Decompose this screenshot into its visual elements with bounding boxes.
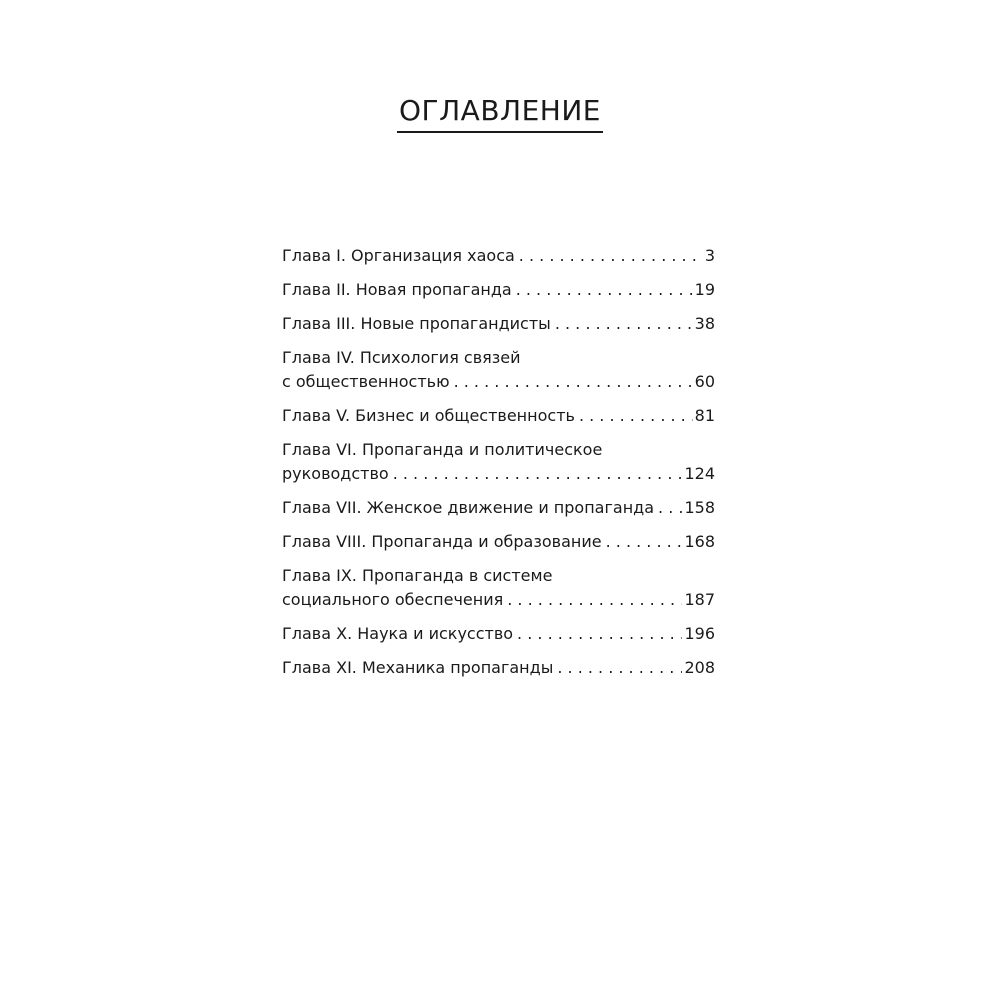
toc-entry <box>282 496 715 520</box>
entry-page-number: 158 <box>684 498 715 517</box>
entry-page-number: 196 <box>684 624 715 643</box>
dot-leader <box>517 622 682 646</box>
entry-title-line-1: Глава IX. Пропаганда в системе <box>282 566 553 585</box>
entry-title: Глава III. Новые пропагандисты <box>282 314 551 333</box>
entry-title: Глава II. Новая пропаганда <box>282 280 512 299</box>
entry-page-number: 38 <box>694 314 715 333</box>
entry-page-number: 81 <box>694 406 715 425</box>
toc-entry <box>282 622 715 646</box>
dot-leader <box>557 656 682 680</box>
entry-title-line-1: Глава IV. Психология связей <box>282 348 521 367</box>
entry-title: Глава I. Организация хаоса <box>282 246 515 265</box>
dot-leader <box>393 462 683 486</box>
dot-leader <box>516 278 693 302</box>
entry-page-number: 208 <box>684 658 715 677</box>
entry-page-number: 124 <box>684 464 715 483</box>
entry-title: Глава VII. Женское движение и пропаганда <box>282 498 655 517</box>
toc-entry <box>282 346 715 394</box>
entry-page-number: 3 <box>704 246 715 265</box>
dot-leader <box>519 244 703 268</box>
title-wrap <box>0 95 1000 133</box>
toc-entry <box>282 404 715 428</box>
toc-entry <box>282 530 715 554</box>
toc-entry <box>282 278 715 302</box>
entry-title: Глава V. Бизнес и общественность <box>282 406 575 425</box>
entry-page-number: 168 <box>684 532 715 551</box>
dot-leader <box>579 404 693 428</box>
entry-title-line-2: руководство <box>282 464 389 483</box>
dot-leader <box>454 370 693 394</box>
entry-title: Глава XI. Механика пропаганды <box>282 658 554 677</box>
table-of-contents <box>282 244 715 690</box>
dot-leader <box>555 312 693 336</box>
page-title: ОГЛАВЛЕНИЕ <box>397 95 603 133</box>
entry-page-number: 19 <box>694 280 715 299</box>
entry-title: Глава X. Наука и искусство <box>282 624 514 643</box>
toc-entry <box>282 312 715 336</box>
dot-leader <box>507 588 682 612</box>
toc-entry <box>282 656 715 680</box>
entry-page-number: 60 <box>694 372 715 391</box>
dot-leader <box>658 496 682 520</box>
entry-title: Глава VIII. Пропаганда и образование <box>282 532 602 551</box>
entry-title-line-1: Глава VI. Пропаганда и политическое <box>282 440 603 459</box>
toc-entry <box>282 438 715 486</box>
entry-page-number: 187 <box>684 590 715 609</box>
entry-title-line-2: с общественностью <box>282 372 450 391</box>
dot-leader <box>606 530 683 554</box>
toc-entry <box>282 244 715 268</box>
entry-title-line-2: социального обеспечения <box>282 590 504 609</box>
toc-entry <box>282 564 715 612</box>
